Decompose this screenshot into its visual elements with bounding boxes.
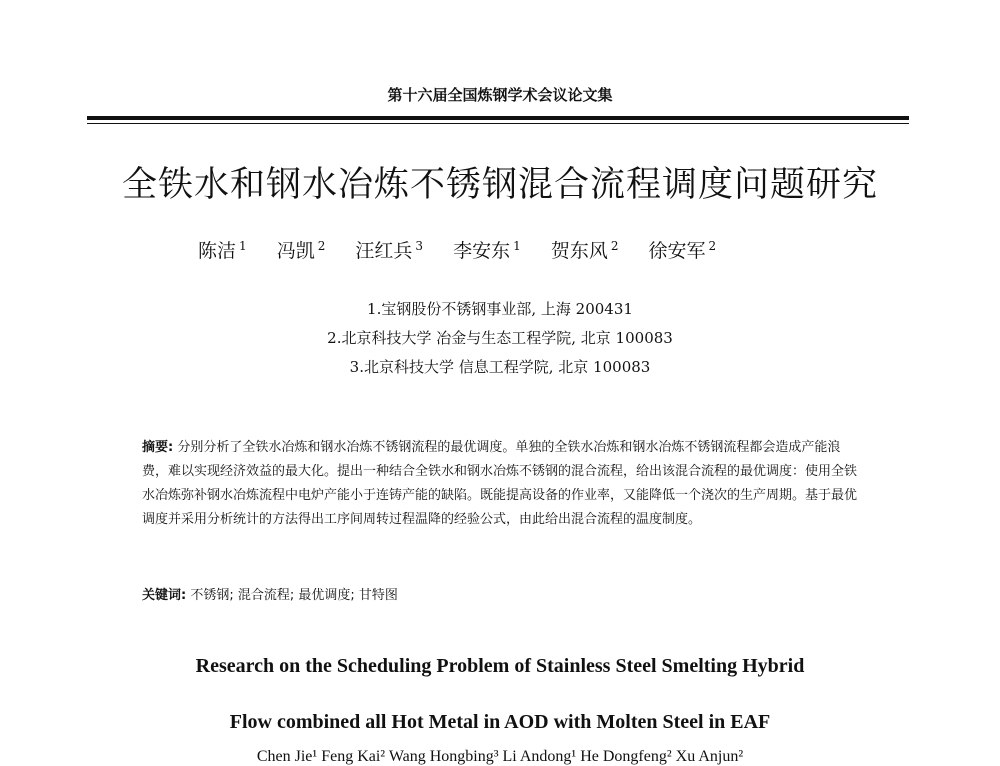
author-affil-mark: 2 <box>610 238 619 253</box>
author <box>198 240 247 262</box>
author-name: 李安东 <box>453 240 511 262</box>
keywords-label: 关键词: <box>142 588 187 603</box>
author <box>453 240 521 262</box>
affiliation-1: 1.宝钢股份不锈钢事业部, 上海 200431 <box>367 300 633 318</box>
english-author-list: Chen Jie¹ Feng Kai² Wang Hongbing³ Li Andong¹ He Dongfeng² Xu Anjun² <box>256 748 744 765</box>
author <box>649 240 717 262</box>
proceedings-header: 第十六届全国炼钢学术会议论文集 <box>387 86 613 104</box>
author-name: 冯凯 <box>276 240 315 262</box>
author <box>277 240 326 262</box>
affiliation-3: 3.北京科技大学 信息工程学院, 北京 100083 <box>349 358 651 376</box>
author-list <box>198 236 740 263</box>
author-name: 徐安军 <box>648 240 706 262</box>
keywords <box>142 584 862 603</box>
author-affil-mark: 2 <box>317 238 326 253</box>
english-title-line-1: Research on the Scheduling Problem of Stainless Steel Smelting Hybrid <box>195 655 805 677</box>
abstract <box>142 436 862 532</box>
author-affil-mark: 1 <box>513 238 521 253</box>
english-title-line-2: Flow combined all Hot Metal in AOD with Molten Steel in EAF <box>229 711 771 733</box>
header-rule-thin <box>87 123 909 124</box>
abstract-text: 分别分析了全铁水冶炼和钢水冶炼不锈钢流程的最优调度。单独的全铁水冶炼和钢水冶炼不锈钢流程都会造成产能浪费，难以实现经济效益的最大化。提出一种结合全铁水和钢水冶炼不锈钢的混合流程，给出该混合流程的最优调度：使用全铁水冶炼弥补钢水冶炼流程中电炉产能小于连铸产能的缺陷。既能提高设备的作业率，又能降低一个浇次的生产周期。基于最优调度并采用分析统计的方法得出工序间周转过程温降的经验公式，由此给出混合流程的温度制度。 <box>142 440 858 527</box>
paper-title: 全铁水和钢水冶炼不锈钢混合流程调度问题研究 <box>121 165 878 205</box>
header-rule-thick <box>87 116 909 120</box>
author-name: 陈洁 <box>198 240 237 262</box>
author-name: 贺东风 <box>550 240 608 262</box>
author-affil-mark: 2 <box>708 238 717 253</box>
author-affil-mark: 3 <box>415 238 424 253</box>
affiliation-2: 2.北京科技大学 冶金与生态工程学院, 北京 100083 <box>327 329 673 347</box>
author <box>551 240 619 262</box>
keywords-text: 不锈钢; 混合流程; 最优调度; 甘特图 <box>186 588 398 603</box>
author-affil-mark: 1 <box>239 238 247 253</box>
abstract-label: 摘要: <box>142 440 174 455</box>
author <box>355 240 423 262</box>
author-name: 汪红兵 <box>355 240 413 262</box>
